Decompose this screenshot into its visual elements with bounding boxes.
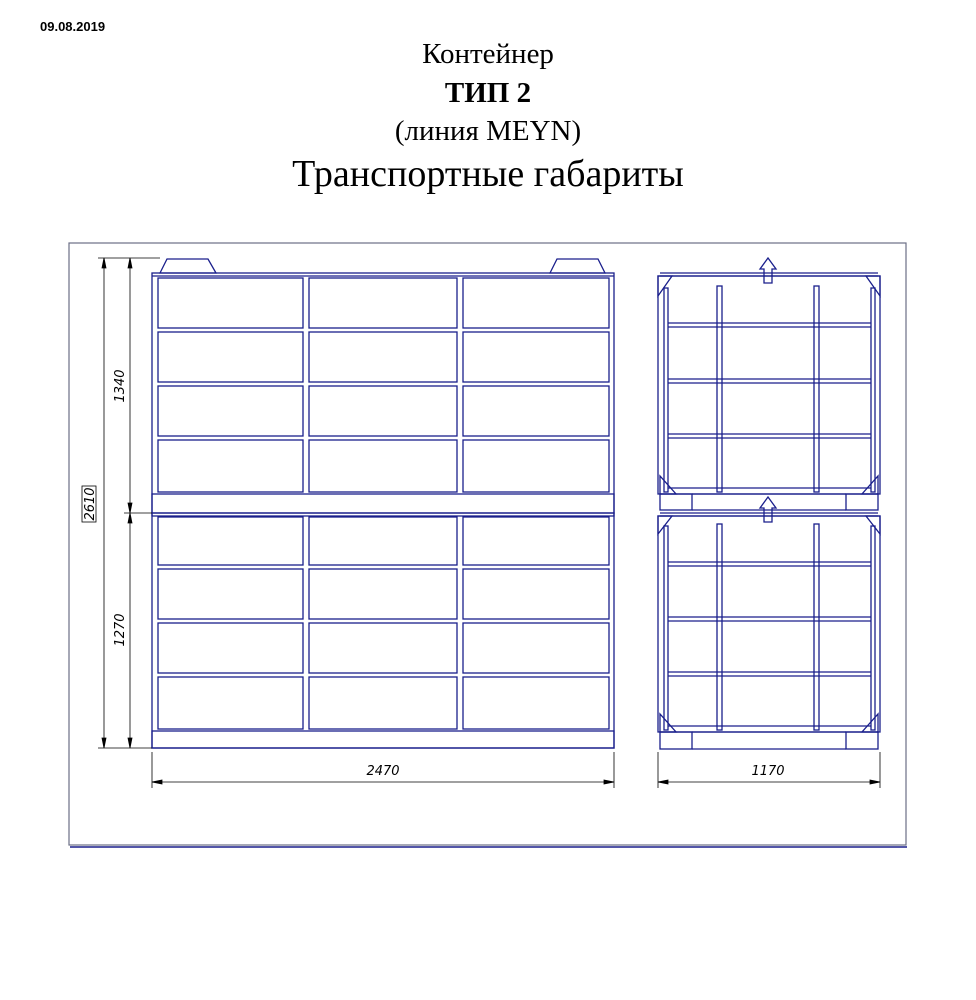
bottom-container-base xyxy=(152,731,614,748)
dim-front-width: 2470 xyxy=(366,764,400,779)
side-view xyxy=(658,258,880,749)
title-line: (линия MEYN) xyxy=(394,115,582,147)
bottom-container-outline xyxy=(152,513,614,748)
dim-side-width: 1170 xyxy=(751,764,785,779)
dim-top-height: 1340 xyxy=(113,369,128,403)
side-bottom-container-outline xyxy=(658,516,880,732)
top-container-outline xyxy=(152,273,614,516)
dim-bottom-height: 1270 xyxy=(113,613,128,647)
side-top-container-outline xyxy=(658,276,880,494)
lifting-lug-left xyxy=(160,259,216,273)
top-container-base xyxy=(152,494,614,513)
drawing-date: 09.08.2019 xyxy=(40,19,106,34)
title-container: Контейнер xyxy=(422,38,554,70)
lifting-lug-right xyxy=(550,259,605,273)
drawing-frame xyxy=(69,243,906,845)
title-type: ТИП 2 xyxy=(444,77,532,109)
side-lifting-eye xyxy=(760,258,776,283)
title-transport-dimensions: Транспортные габариты xyxy=(292,153,684,195)
front-view xyxy=(152,259,614,748)
dim-total-height: 2610 xyxy=(83,487,98,521)
